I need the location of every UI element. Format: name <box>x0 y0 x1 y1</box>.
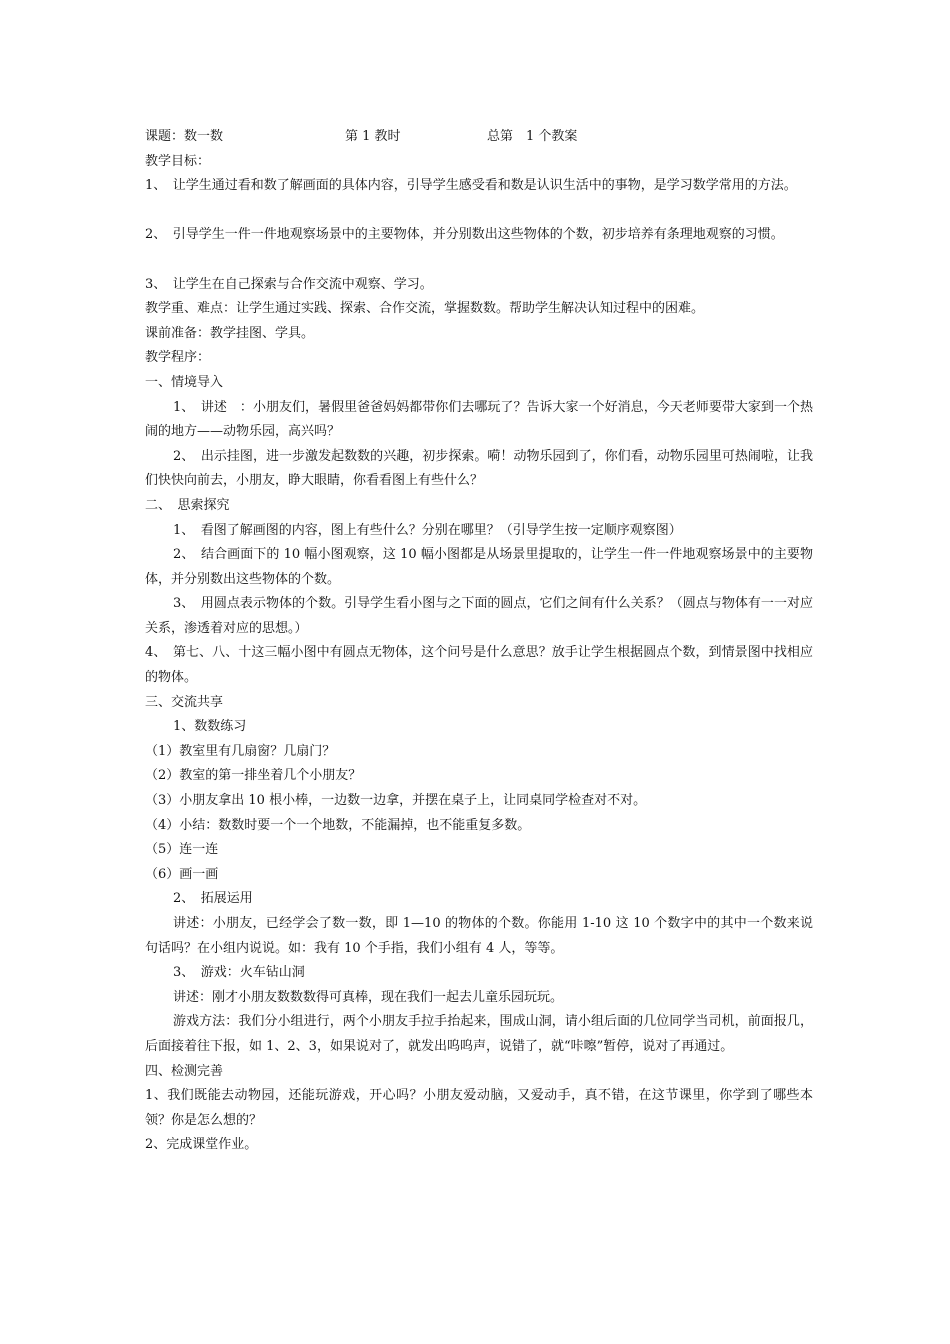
paragraph: 1、 看图了解画图的内容，图上有些什么？分别在哪里？（引导学生按一定顺序观察图） <box>173 522 682 538</box>
list-item: （5）连一连 <box>145 842 219 858</box>
list-item: （6）画一画 <box>145 866 219 882</box>
paragraph: 2、 结合画面下的 10 幅小图观察，这 10 幅小图都是从场景里提取的，让学生一件一件地观察场景中的主要物体，并分别数出这些物体的个数。 <box>145 547 813 587</box>
subheading: 2、 拓展运用 <box>173 891 253 907</box>
key-points: 教学重、难点：让学生通过实践、探索、合作交流，掌握数数。帮助学生解决认知过程中的困难。 <box>145 301 705 317</box>
objective-item: 2、 引导学生一件一件地观察场景中的主要物体，并分别数出这些物体的个数，初步培养有条理地观察的习惯。 <box>145 227 784 243</box>
subheading: 3、 游戏：火车钻山洞 <box>173 965 305 981</box>
preparation: 课前准备：教学挂图、学具。 <box>145 325 315 341</box>
list-item: （2）教室的第一排坐着几个小朋友？ <box>145 768 362 784</box>
paragraph: 讲述：小朋友，已经学会了数一数，即 1—10 的物体的个数。你能用 1-10 这 10 个数字中的其中一个数来说句话吗？在小组内说说。如：我有 10 个手指，我们小组有 4 人，等等。 <box>145 916 813 956</box>
section-heading: 教学目标： <box>145 153 211 169</box>
lesson-title: 课题：数一数 <box>145 129 224 144</box>
paragraph: 1、 讲述 ：小朋友们，暑假里爸爸妈妈都带你们去哪玩了？告诉大家一个好消息，今天老师要带大家到一个热闹的地方——动物乐园，高兴吗？ <box>145 399 813 440</box>
paragraph: 游戏方法：我们分小组进行，两个小朋友手拉手抬起来，围成山洞，请小组后面的几位同学当司机，前面报几，后面接着往下报，如 1、2、3，如果说对了，就发出呜呜声，说错了，就“咔嚓”暂停，说对了再通过。 <box>145 1014 813 1054</box>
objective-item: 3、 让学生在自己探索与合作交流中观察、学习。 <box>145 276 433 292</box>
list-item: （4）小结：数数时要一个一个地数，不能漏掉，也不能重复多数。 <box>145 817 531 833</box>
paragraph: 4、 第七、八、十这三幅小图中有圆点无物体，这个问号是什么意思？放手让学生根据圆点个数，到情景图中找相应的物体。 <box>145 645 813 686</box>
section-heading: 教学程序： <box>145 350 211 366</box>
lesson-period: 第 1 教时 <box>345 129 401 144</box>
objective-item: 1、 让学生通过看和数了解画面的具体内容，引导学生感受看和数是认识生活中的事物，是学习数学常用的方法。 <box>145 178 797 194</box>
lesson-header <box>145 125 813 150</box>
section-heading: 二、 思索探究 <box>145 497 230 513</box>
paragraph: 讲述：刚才小朋友数数数得可真棒，现在我们一起去儿童乐园玩玩。 <box>173 989 564 1005</box>
list-item: （3）小朋友拿出 10 根小棒，一边数一边拿，并摆在桌子上，让同桌同学检查对不对。 <box>145 793 647 809</box>
section-heading: 三、交流共享 <box>145 694 224 710</box>
list-item: （1）教室里有几扇窗？几扇门？ <box>145 743 336 759</box>
section-heading: 四、检测完善 <box>145 1063 224 1079</box>
lesson-plan-document <box>145 125 813 1158</box>
paragraph: 2、完成课堂作业。 <box>145 1137 258 1153</box>
subheading: 1、数数练习 <box>173 719 247 735</box>
lesson-total-number: 总第 1 个教案 <box>487 129 578 144</box>
paragraph: 1、我们既能去动物园，还能玩游戏，开心吗？小朋友爱动脑，又爱动手，真不错，在这节课里，你学到了哪些本领？你是怎么想的？ <box>145 1088 813 1128</box>
section-heading: 一、情境导入 <box>145 374 224 390</box>
paragraph: 3、 用圆点表示物体的个数。引导学生看小图与之下面的圆点，它们之间有什么关系？（圆点与物体有一一对应关系，渗透着对应的思想。） <box>145 596 813 636</box>
paragraph: 2、 出示挂图，进一步激发起数数的兴趣，初步探索。嗬！动物乐园到了，你们看，动物乐园里可热闹啦，让我们快快向前去，小朋友，睁大眼睛，你看看图上有些什么？ <box>145 448 813 489</box>
